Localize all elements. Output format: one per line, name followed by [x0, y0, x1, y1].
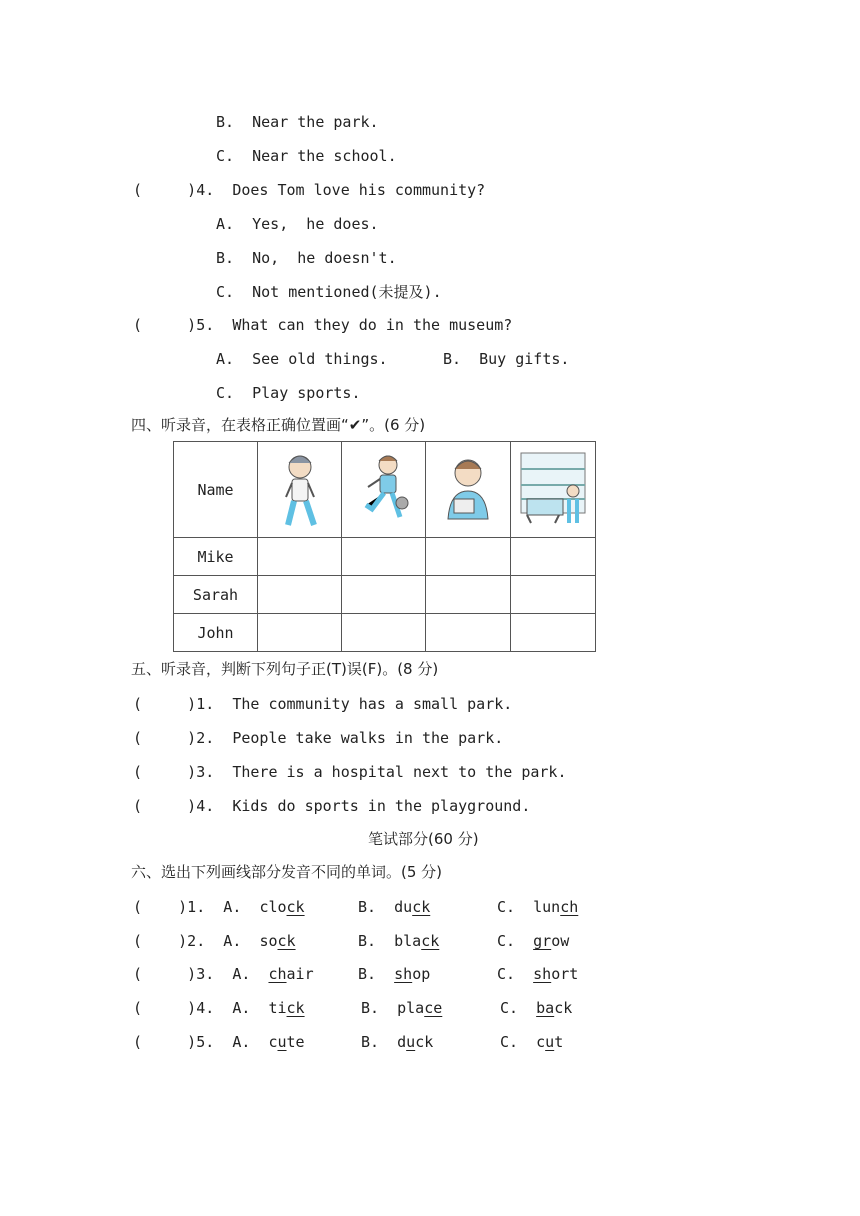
- option-label: ( )3. A.: [133, 965, 269, 983]
- option-label: B.: [358, 965, 395, 983]
- answer-cell[interactable]: [258, 538, 342, 576]
- word-part: ow: [551, 932, 570, 950]
- sec6-q2-option-b: [358, 931, 439, 951]
- answer-cell[interactable]: [426, 538, 511, 576]
- q4-option-a: A. Yes, he does.: [216, 215, 379, 233]
- answer-cell[interactable]: [426, 576, 511, 614]
- word-part: lun: [533, 898, 561, 916]
- option-label: ( )1. A.: [133, 898, 260, 916]
- q5-option-a: A. See old things.: [216, 350, 388, 368]
- word-part: c: [536, 1033, 546, 1051]
- sec6-q1-option-a: [133, 897, 305, 917]
- underlined-part: ck: [277, 932, 296, 950]
- section-5-title: 五、听录音，判断下列句子正(T)误(F)。(8 分): [131, 660, 439, 678]
- word-part: ck: [554, 999, 573, 1017]
- sec6-q1-option-b: [358, 897, 430, 917]
- answer-cell[interactable]: [426, 614, 511, 652]
- option-label: B.: [361, 999, 398, 1017]
- underlined-part: ck: [286, 999, 305, 1017]
- option-label: C.: [497, 932, 534, 950]
- q5-question: ( )5. What can they do in the museum?: [133, 316, 513, 334]
- sec6-q5-option-a: [133, 1032, 305, 1052]
- underlined-part: ch: [560, 898, 579, 916]
- underlined-part: ch: [268, 965, 287, 983]
- table-header-name: Name: [174, 442, 258, 538]
- sec6-q4-option-a: [133, 998, 305, 1018]
- row-name-john: John: [174, 614, 258, 652]
- option-label: C.: [500, 1033, 537, 1051]
- word-part: t: [554, 1033, 564, 1051]
- q5-option-b: B. Buy gifts.: [443, 350, 570, 368]
- option-label: ( )2. A.: [133, 932, 260, 950]
- word-part: op: [412, 965, 431, 983]
- sec6-q2-option-a: [133, 931, 296, 951]
- underlined-part: ck: [286, 898, 305, 916]
- picture-basketball-girl: [342, 442, 426, 538]
- answer-cell[interactable]: [511, 614, 596, 652]
- option-label: ( )5. A.: [133, 1033, 269, 1051]
- sec5-item-4: ( )4. Kids do sports in the playground.: [133, 797, 531, 815]
- underlined-part: sh: [394, 965, 413, 983]
- word-part: te: [286, 1033, 305, 1051]
- sec5-item-3: ( )3. There is a hospital next to the park.: [133, 763, 567, 781]
- row-name-sarah: Sarah: [174, 576, 258, 614]
- option-label: B.: [358, 898, 395, 916]
- option-label: C.: [497, 898, 534, 916]
- section-4-title: 四、听录音，在表格正确位置画“✔”。(6 分): [131, 416, 426, 434]
- word-part: air: [286, 965, 314, 983]
- sec6-q1-option-c: [497, 897, 578, 917]
- row-name-mike: Mike: [174, 538, 258, 576]
- answer-cell[interactable]: [258, 576, 342, 614]
- underlined-part: ck: [412, 898, 431, 916]
- q3-option-b: B. Near the park.: [216, 113, 379, 131]
- word-part: ck: [415, 1033, 434, 1051]
- underlined-part: gr: [533, 932, 552, 950]
- word-part: ort: [551, 965, 579, 983]
- underlined-part: ck: [421, 932, 440, 950]
- answer-cell[interactable]: [511, 576, 596, 614]
- sec6-q3-option-c: [497, 964, 578, 984]
- picture-supermarket-shopping: [511, 442, 596, 538]
- q5-option-c: C. Play sports.: [216, 384, 361, 402]
- word-part: pla: [397, 999, 425, 1017]
- answer-cell[interactable]: [342, 614, 426, 652]
- word-part: clo: [259, 898, 287, 916]
- sec6-q4-option-c: [500, 998, 572, 1018]
- section-6-title: 六、选出下列画线部分发音不同的单词。(5 分): [131, 863, 443, 881]
- answer-cell[interactable]: [258, 614, 342, 652]
- sec6-q4-option-b: [361, 998, 442, 1018]
- word-part: d: [397, 1033, 407, 1051]
- q4-question: ( )4. Does Tom love his community?: [133, 181, 486, 199]
- sec6-q5-option-c: [500, 1032, 563, 1052]
- written-part-heading: 笔试部分(60 分): [368, 830, 479, 848]
- sec6-q3-option-b: [358, 964, 430, 984]
- answer-table: [173, 441, 596, 652]
- option-label: ( )4. A.: [133, 999, 269, 1017]
- word-part: ti: [268, 999, 287, 1017]
- sec6-q2-option-c: [497, 931, 569, 951]
- q4-option-b: B. No, he doesn't.: [216, 249, 397, 267]
- answer-cell[interactable]: [342, 538, 426, 576]
- sec6-q5-option-b: [361, 1032, 433, 1052]
- word-part: c: [268, 1033, 278, 1051]
- underlined-part: u: [277, 1033, 287, 1051]
- option-label: C.: [497, 965, 534, 983]
- q4-option-c: C. Not mentioned(未提及).: [216, 283, 442, 301]
- picture-walking-boy: [258, 442, 342, 538]
- word-part: du: [394, 898, 413, 916]
- option-label: B.: [358, 932, 395, 950]
- sec6-q3-option-a: [133, 964, 314, 984]
- word-part: so: [259, 932, 278, 950]
- q3-option-c: C. Near the school.: [216, 147, 397, 165]
- underlined-part: u: [545, 1033, 555, 1051]
- answer-cell[interactable]: [342, 576, 426, 614]
- option-label: B.: [361, 1033, 398, 1051]
- underlined-part: sh: [533, 965, 552, 983]
- underlined-part: ce: [424, 999, 443, 1017]
- underlined-part: u: [406, 1033, 416, 1051]
- underlined-part: ba: [536, 999, 555, 1017]
- picture-reading-boy: [426, 442, 511, 538]
- sec5-item-1: ( )1. The community has a small park.: [133, 695, 513, 713]
- option-label: C.: [500, 999, 537, 1017]
- sec5-item-2: ( )2. People take walks in the park.: [133, 729, 504, 747]
- word-part: bla: [394, 932, 422, 950]
- answer-cell[interactable]: [511, 538, 596, 576]
